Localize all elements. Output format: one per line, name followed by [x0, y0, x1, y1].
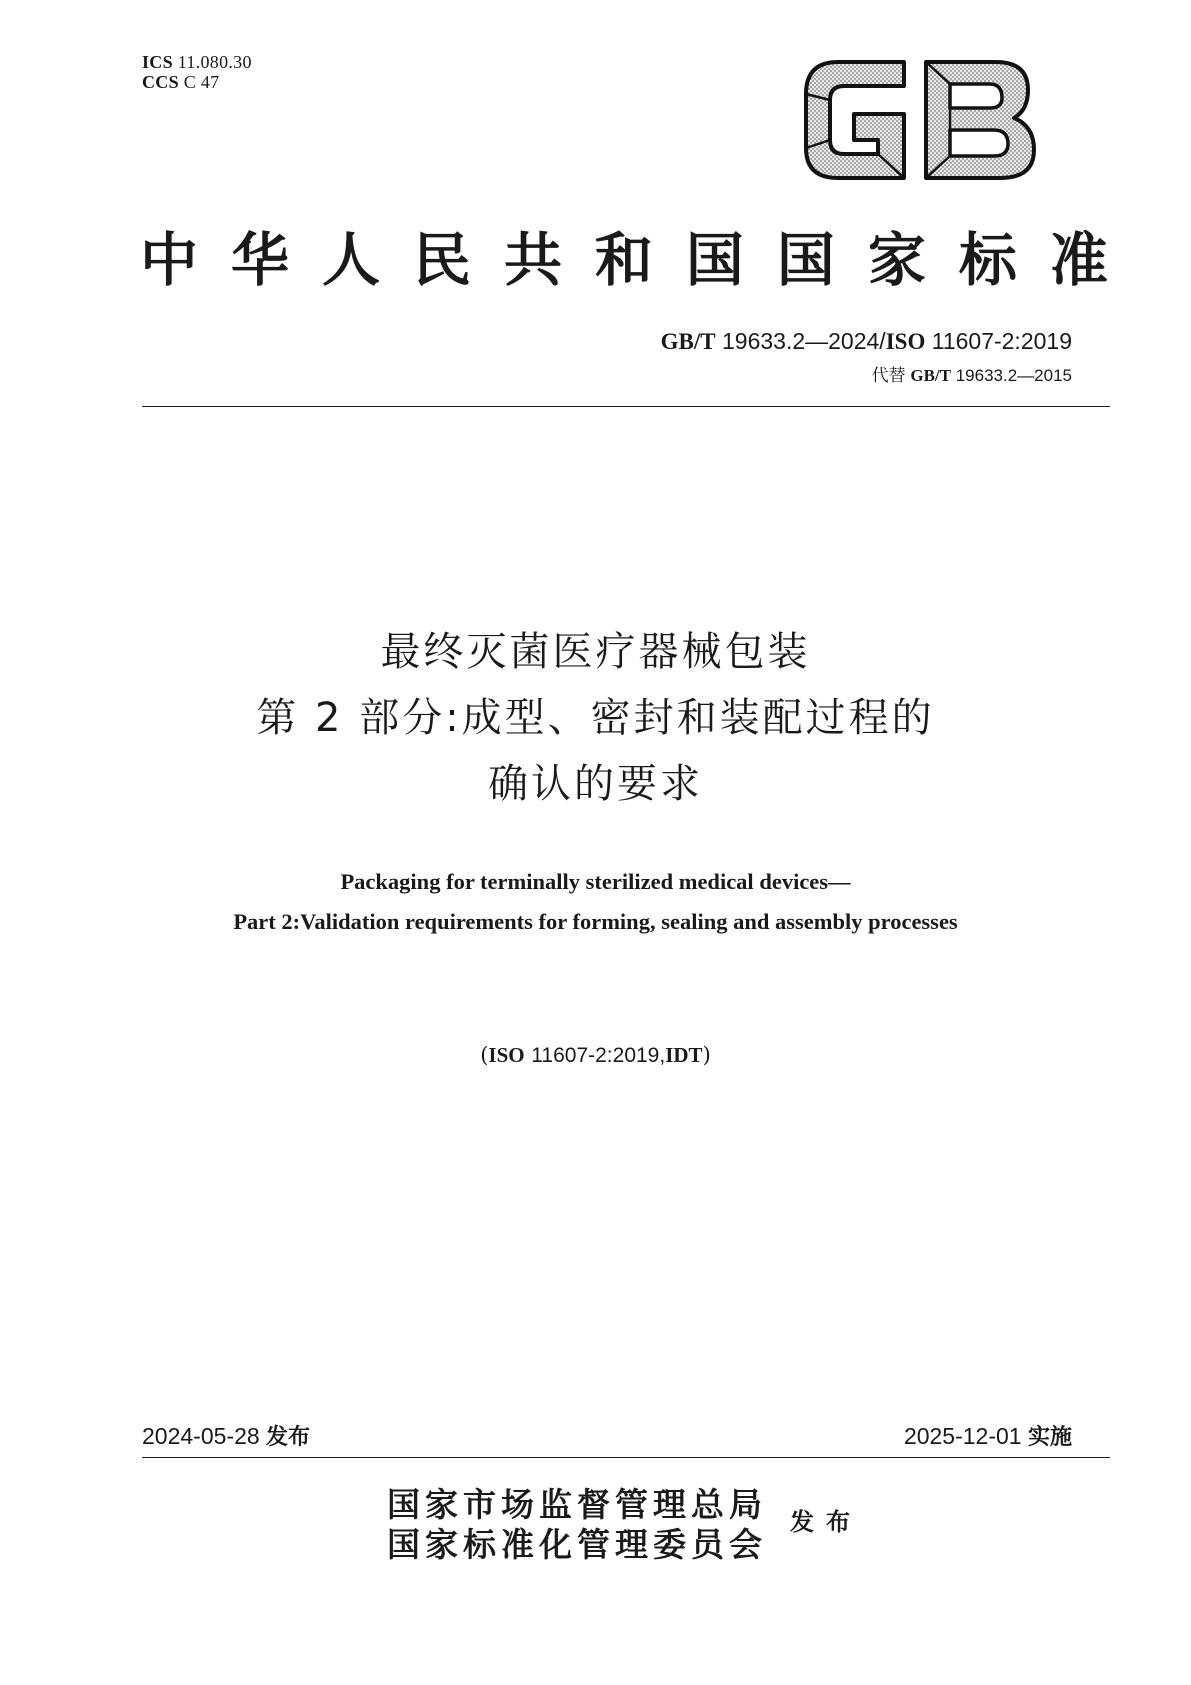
title-char: 准 [1049, 226, 1108, 294]
equivalence-iso-number: 11607-2:2019, [531, 1044, 666, 1067]
equivalence-degree: IDT [665, 1043, 703, 1067]
paren-open: ( [480, 1043, 489, 1067]
issue-date-value: 2024-05-28 [142, 1423, 260, 1449]
title-char: 中 [140, 226, 199, 294]
iso-label: ISO [885, 329, 926, 354]
ccs-value: C 47 [183, 72, 220, 92]
title-cn-line-3: 确认的要求 [488, 761, 703, 807]
iso-equivalence [0, 1041, 1191, 1070]
ics-code [142, 52, 252, 72]
issue-date [142, 1422, 310, 1452]
paren-close: ) [702, 1043, 711, 1067]
title-char: 民 [412, 226, 471, 294]
implement-date-value: 2025-12-01 [903, 1423, 1022, 1449]
title-char: 共 [503, 226, 562, 294]
title-en-line-2: Part 2:Validation requirements for forming, sealing and assembly processes [233, 909, 958, 934]
title-char: 标 [958, 226, 1017, 294]
title-cn-line-1: 最终灭菌医疗器械包装 [380, 629, 811, 675]
replaces-prefix: GB/T [910, 366, 951, 385]
title-en-line-1: Packaging for terminally sterilized medical devices— [340, 869, 851, 894]
issue-label: 发布 [266, 1425, 311, 1450]
standard-body: 19633.2—2024/ [722, 328, 886, 354]
issuer-verb: 发布 [790, 1507, 862, 1536]
implement-label: 实施 [1027, 1425, 1072, 1450]
gb-logo [800, 56, 1040, 184]
standard-prefix: GB/T [660, 329, 716, 354]
implementation-date [904, 1422, 1072, 1452]
standard-number [661, 327, 1072, 356]
title-char: 国 [685, 226, 744, 294]
title-cn-line-2: 第 2 部分:成型、密封和装配过程的 [256, 695, 935, 741]
equivalence-iso-label: ISO [488, 1043, 525, 1067]
national-standard-title [140, 228, 1108, 292]
title-char: 华 [230, 226, 289, 294]
title-char: 人 [321, 226, 380, 294]
ccs-code [142, 72, 219, 92]
ccs-label: CCS [142, 72, 179, 92]
title-char: 和 [594, 226, 653, 294]
title-char: 国 [776, 226, 835, 294]
ics-label: ICS [142, 52, 173, 72]
replaces-number: 19633.2—2015 [955, 366, 1072, 385]
ics-value: 11.080.30 [177, 52, 252, 72]
footer-divider [142, 1457, 1110, 1458]
iso-number: 11607-2:2019 [931, 328, 1072, 354]
issuer-samr: 国家市场监督管理总局 [387, 1485, 767, 1524]
header-divider [142, 406, 1110, 407]
replaces-label: 代替 [871, 366, 906, 385]
title-char: 家 [867, 226, 926, 294]
issuer-sac: 国家标准化管理委员会 [387, 1525, 767, 1564]
replaces-standard [872, 366, 1072, 386]
